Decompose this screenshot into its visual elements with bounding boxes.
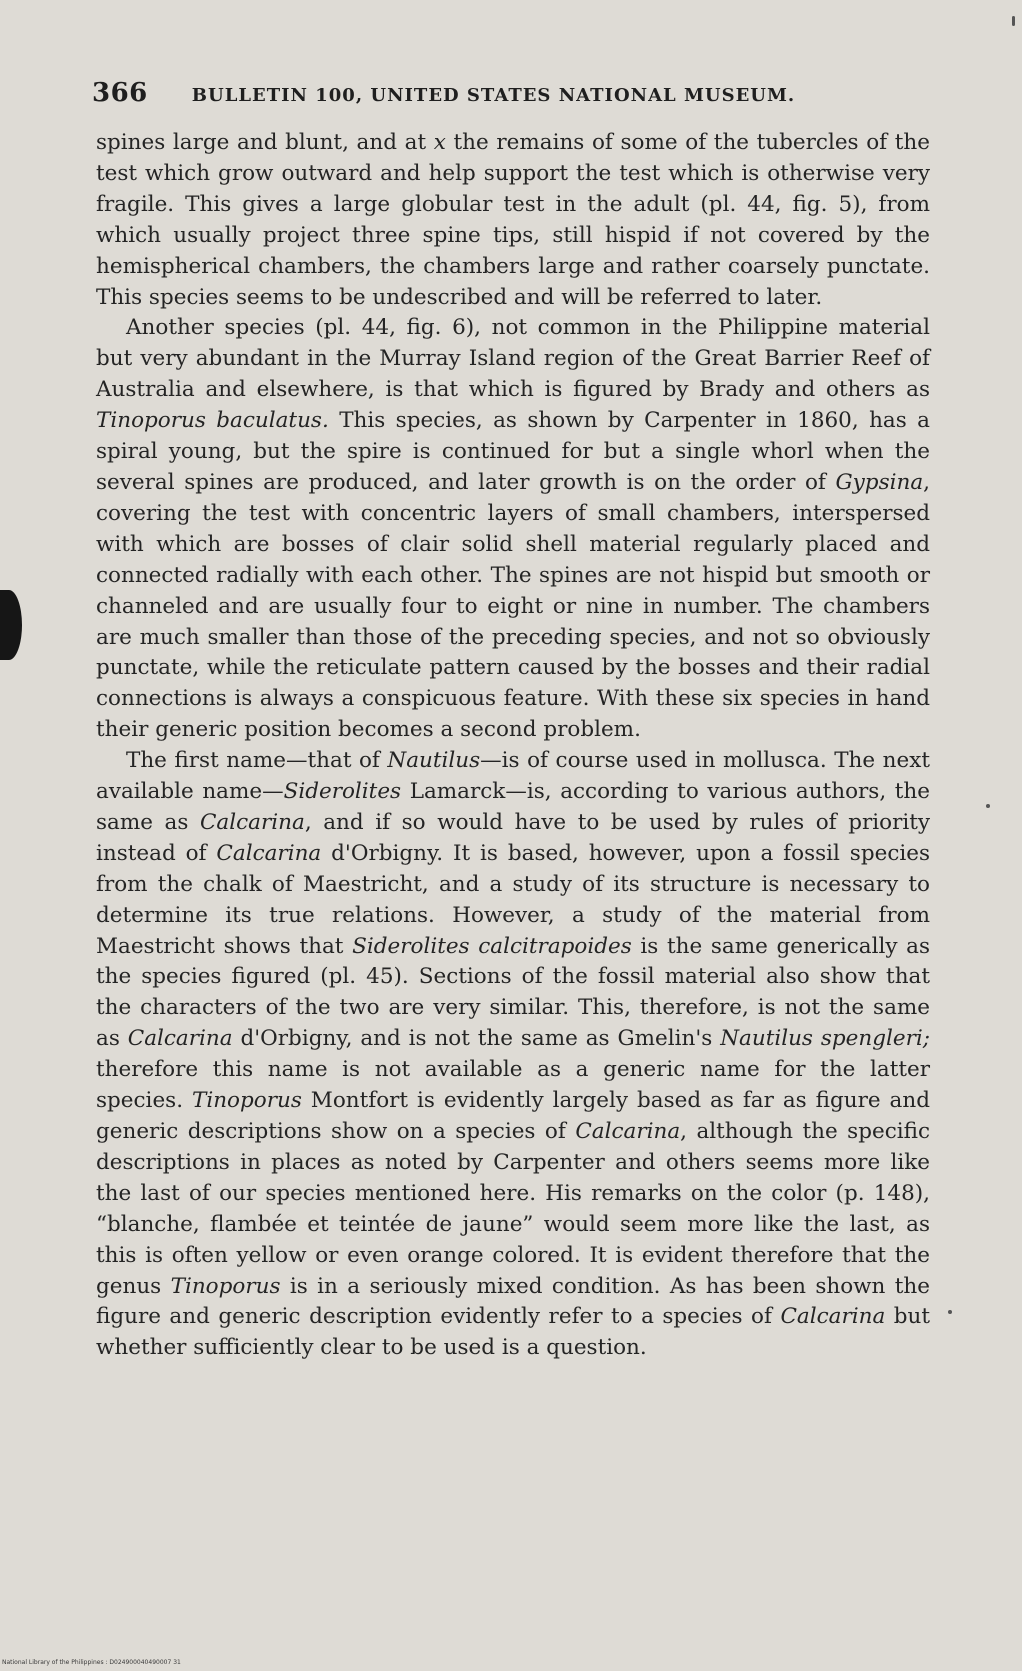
scan-speck bbox=[1012, 16, 1015, 26]
scan-edge-mark bbox=[0, 590, 22, 660]
scan-speck bbox=[948, 1310, 952, 1314]
running-head: BULLETIN 100, UNITED STATES NATIONAL MUSEUM. bbox=[191, 85, 796, 106]
paragraph-1: spines large and blunt, and at x the remains of some of the tubercles of the test which grow outward and help support the test which is otherwise very fragile. This gives a large globular test in the adult (pl. 44, fig. 5), from which usually project three spine tips, still hispid if not covered by the hemispherical chambers, the chambers large and rather coarsely punctate. This species seems to be undescribed and will be referred to later. bbox=[96, 130, 930, 310]
scan-credit: National Library of the Philippines : D024900040490007 31 bbox=[2, 1659, 181, 1666]
paragraph-2: Another species (pl. 44, fig. 6), not common in the Philippine material but very abundant in the Murray Island region of the Great Barrier Reef of Australia and elsewhere, is that which is figured by Brady and others as Tinoporus baculatus. This species, as shown by Carpenter in 1860, has a spiral young, but the spire is continued for but a single whorl when the several spines are produced, and later growth is on the order of Gypsina, covering the test with concentric layers of small chambers, interspersed with which are bosses of clair solid shell material regularly placed and connected radially with each other. The spines are not hispid but smooth or channeled and are usually four to eight or nine in number. The chambers are much smaller than those of the preceding species, and not so obviously punctate, while the reticulate pattern caused by the bosses and their radial connections is always a conspicuous feature. With these six species in hand their generic position becomes a second problem. bbox=[96, 315, 930, 743]
paragraph-3: The first name—that of Nautilus—is of course used in mollusca. The next available name—Siderolites Lamarck—is, according to various authors, the same as Calcarina, and if so would have to be used by rules of priority instead of Calcarina d'Orbigny. It is based, however, upon a fossil species from the chalk of Maestricht, and a study of its structure is necessary to determine its true relations. However, a study of the material from Maestricht shows that Siderolites calcitrapoides is the same generically as the species figured (pl. 45). Sections of the fossil material also show that the characters of the two are very similar. This, therefore, is not the same as Calcarina d'Orbigny, and is not the same as Gmelin's Nautilus spengleri; therefore this name is not available as a generic name for the latter species. Tinoporus Montfort is evidently largely based as far as figure and generic descriptions show on a species of Calcarina, although the specific descriptions in places as noted by Carpenter and others seems more like the last of our species mentioned here. His remarks on the color (p. 148), “blanche, flambée et teintée de jaune” would seem more like the last, as this is often yellow or even orange colored. It is evident therefore that the genus Tinoporus is in a seriously mixed condition. As has been shown the figure and generic description evidently refer to a species of Calcarina but whether sufficiently clear to be used is a question. bbox=[96, 748, 931, 1361]
scan-speck bbox=[986, 804, 990, 808]
page-header bbox=[92, 78, 932, 114]
body-text bbox=[96, 128, 930, 1364]
page-number: 366 bbox=[92, 78, 148, 108]
